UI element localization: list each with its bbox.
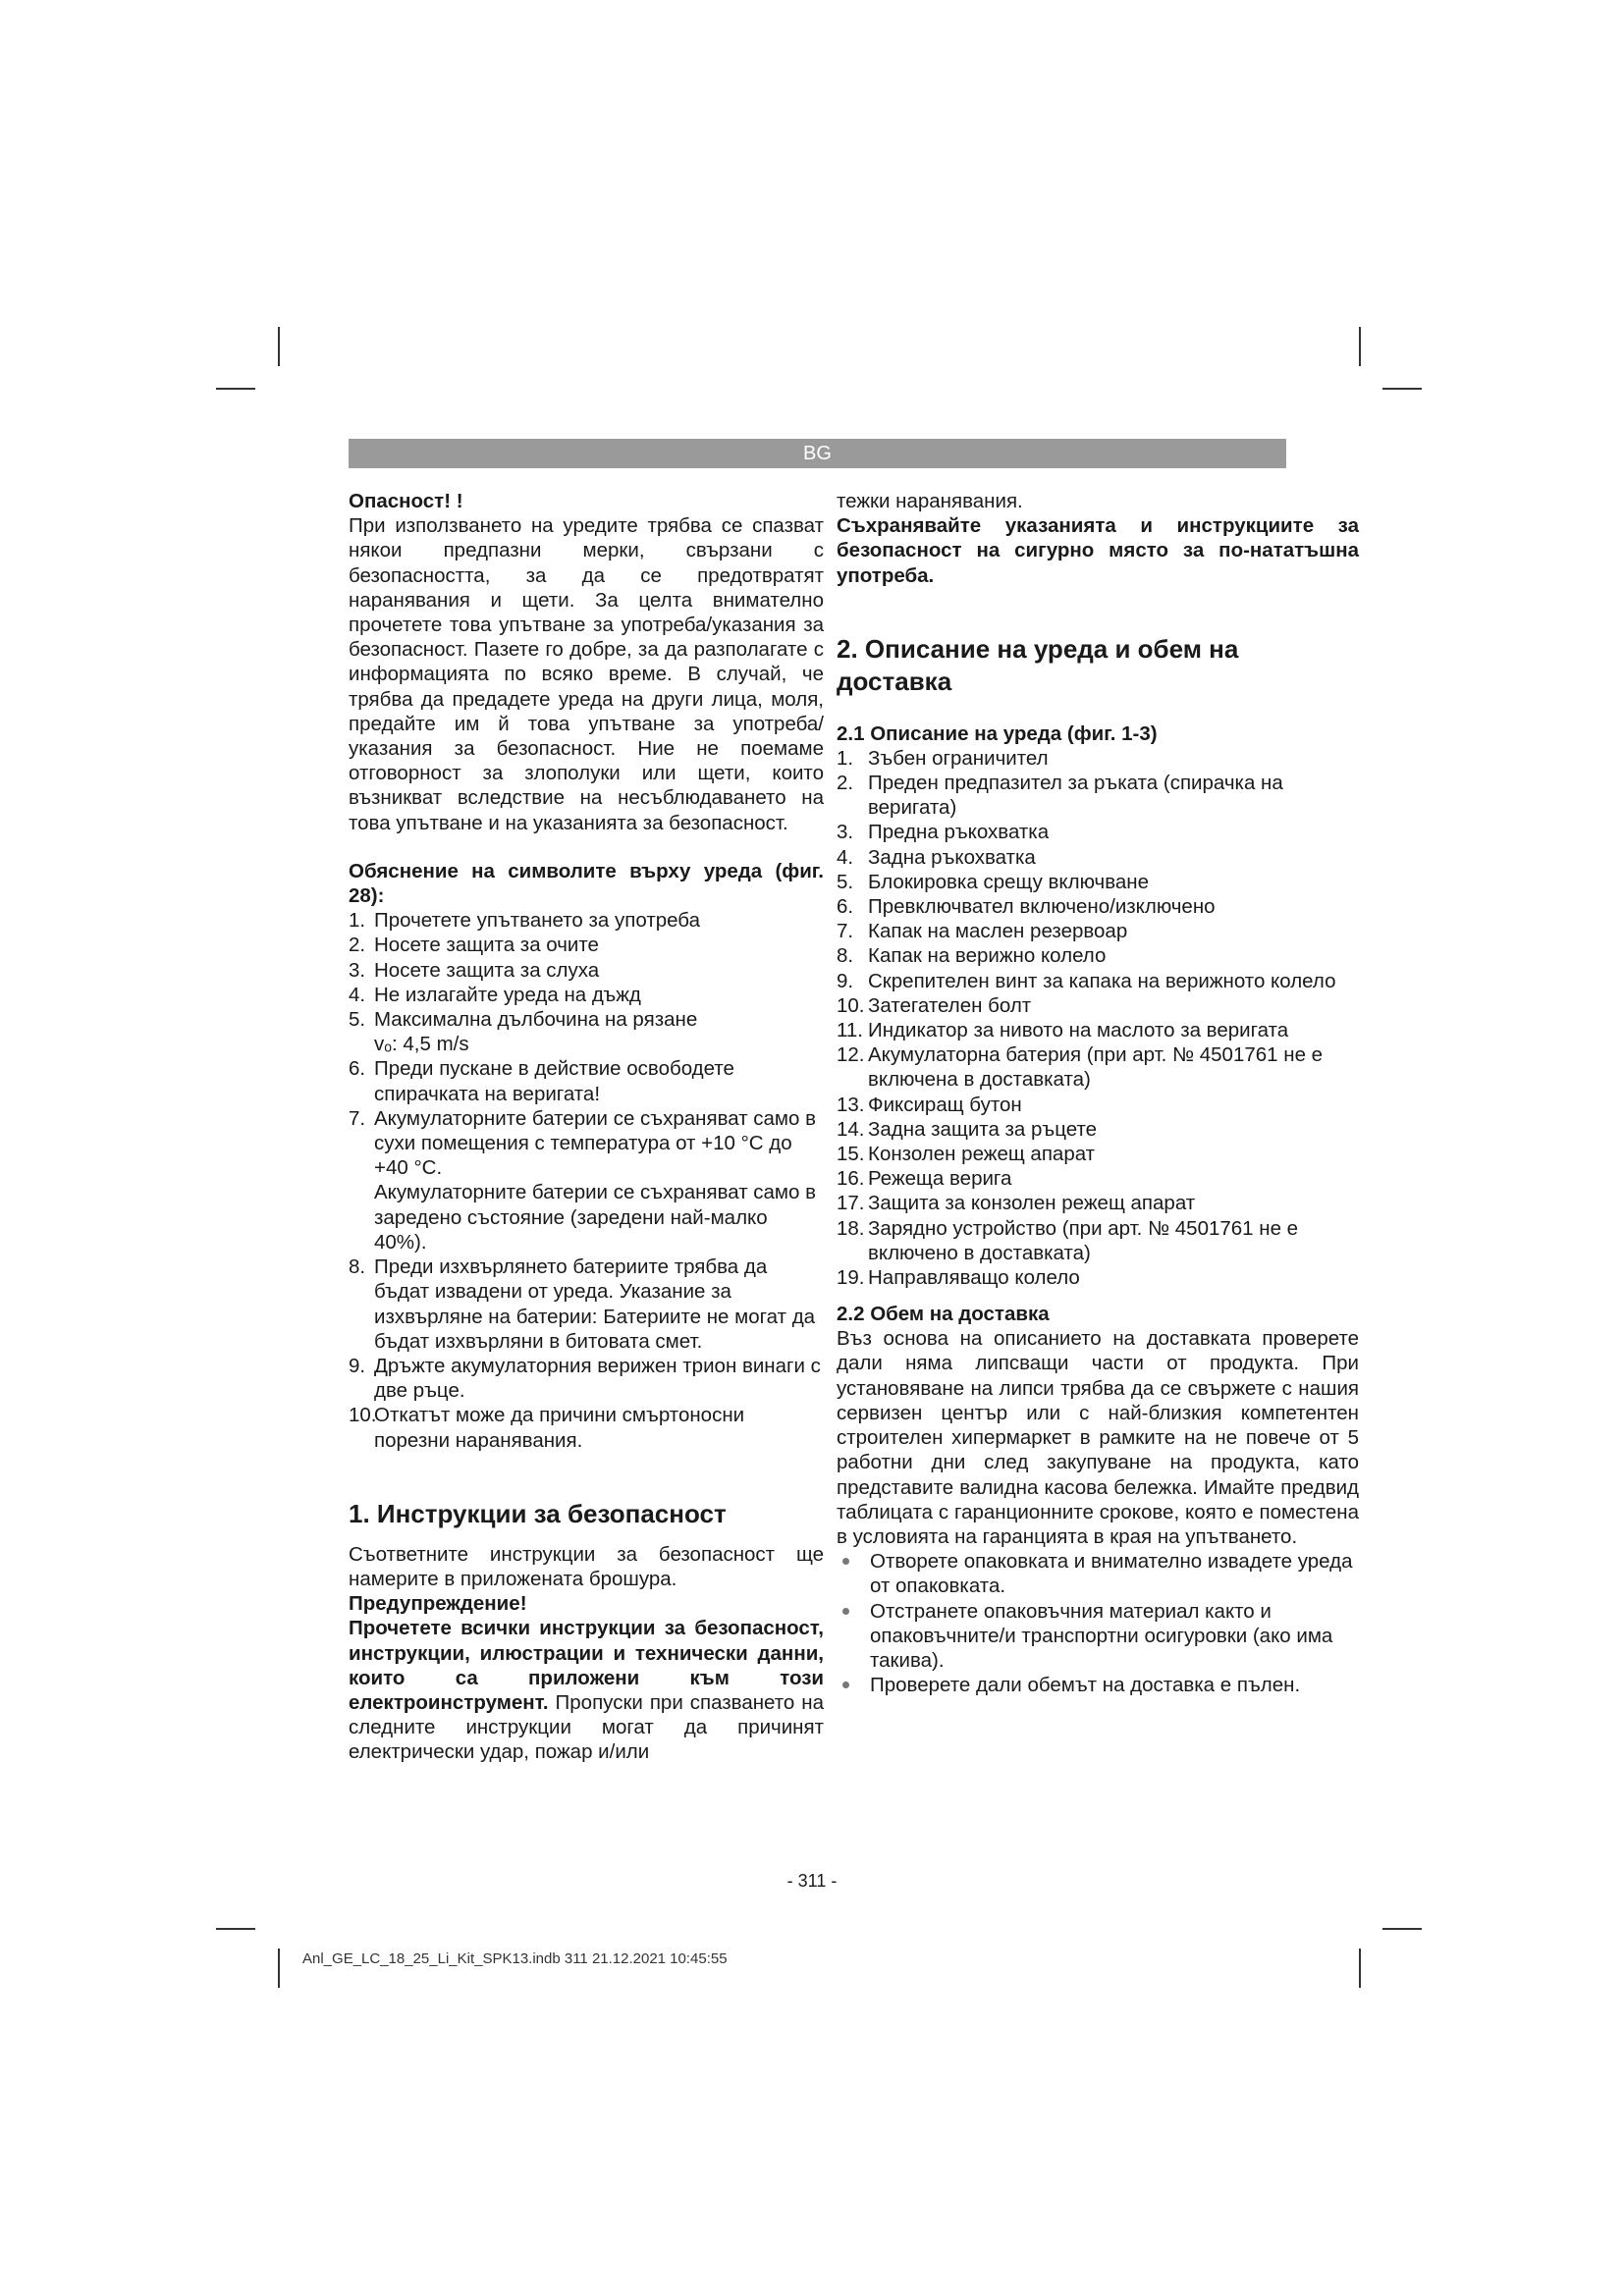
item-number: 2. [349,934,366,957]
item-extra: Акумулаторните батерии се съхраняват само в заредено състояние (заредени най-малко 40%). [374,1181,817,1254]
item-text: Зарядно устройство (при арт. № 4501761 не е включено в доставката) [868,1216,1299,1264]
item-number: 3. [349,958,366,982]
bullet-item: Отворете опаковката и внимателно извадете уреда от опаковката. [837,1549,1359,1598]
item-text: Затегателен болт [868,993,1032,1017]
list-item [837,746,1359,771]
list-item [349,1354,824,1403]
language-code: BG [803,443,832,464]
list-item [349,958,824,983]
item-text: Блокировка срещу включване [868,870,1149,893]
item-text: Направляващо колело [868,1266,1080,1290]
item-number: 7. [837,920,854,943]
crop-mark [278,327,280,366]
crop-mark [1382,388,1422,390]
scope-bullets [837,1549,1359,1697]
item-number: 12. [837,1043,865,1067]
language-header-bar [349,439,1286,468]
list-item [837,1216,1359,1265]
item-text: Преди пускане в действие освободете спирачката на веригата! [374,1057,734,1105]
item-number: 17. [837,1192,865,1215]
scope-text: Въз основа на описанието на доставката проверете дали няма липсващи части от продукта. При установяване на липси трябва да се свържете с нашия сервизен център или с най-близкия компетентен строителен хипермаркет в рамките на не повече от 5 работни дни след закупуване на продукта, като представите валидна касова бележка. Имайте предвид таблицата с гаранционните срокове, която е поместена в условията на гаранцията в края на упътването. [837,1327,1359,1548]
list-item [837,1042,1359,1092]
item-text: Преди изхвърлянето батериите трябва да бъдат извадени от уреда. Указание за изхвърляне на батерии: Батериите не могат да бъдат изхвърляни в битовата смет. [374,1255,816,1353]
item-text: Превключвател включено/изключено [868,895,1216,919]
list-item [837,894,1359,919]
description-title: 2.1 Описание на уреда (фиг. 1-3) [837,721,1158,745]
list-item [837,919,1359,943]
item-number: 18. [837,1216,865,1240]
item-text: Носете защита за очите [374,934,599,957]
list-item [349,1255,824,1354]
item-text: Не излагайте уреда на дъжд [374,983,641,1006]
item-number: 3. [837,821,854,844]
crop-mark [1382,1928,1422,1930]
crop-mark [278,1949,280,1988]
item-number: 16. [837,1167,865,1191]
list-item [349,983,824,1007]
list-item [349,1007,824,1056]
list-item [837,771,1359,820]
item-text: Максимална дълбочина на рязане [374,1008,698,1032]
item-text: Откатът може да причини смъртоносни порезни наранявания. [374,1404,745,1452]
section2-heading: 2. Описание на уреда и обем на доставка [837,633,1239,696]
list-item [837,1142,1359,1166]
item-number: 10. [349,1404,377,1427]
list-item [837,969,1359,993]
item-number: 2. [837,772,854,795]
list-item [837,870,1359,894]
item-number: 6. [349,1057,366,1081]
item-number: 5. [837,870,854,893]
safety-heading: 1. Инструкции за безопасност [349,1498,727,1528]
list-item [837,845,1359,870]
symbols-list [349,908,824,1452]
crop-mark [1359,327,1361,366]
symbols-title: Обяснение на символите върху уреда (фиг. 28): [349,859,824,908]
item-text: Капак на маслен резервоар [868,920,1128,943]
item-number: 13. [837,1093,865,1116]
list-item [349,933,824,957]
item-text: Прочетете упътването за употреба [374,909,700,933]
crop-mark [1359,1949,1361,1988]
item-text: Акумулаторна батерия (при арт. № 4501761 не е включена в доставката) [868,1043,1324,1092]
item-text: Индикатор за нивото на маслото за веригата [868,1019,1289,1042]
item-number: 4. [837,845,854,869]
item-number: 8. [837,944,854,968]
item-text: Носете защита за слуха [374,958,600,982]
keep-notice: Съхранявайте указанията и инструкциите за безопасност на сигурно място за по-нататъшна употреба. [837,514,1359,587]
item-number: 10. [837,993,865,1017]
item-number: 5. [349,1008,366,1032]
list-item [349,1106,824,1255]
list-item [837,1166,1359,1191]
crop-mark [216,1928,255,1930]
warning-paragraph [349,1616,824,1764]
left-column [349,489,824,1765]
list-item [837,1093,1359,1117]
item-number: 7. [349,1106,366,1130]
item-text: Фиксиращ бутон [868,1093,1022,1116]
print-imprint: Anl_GE_LC_18_25_Li_Kit_SPK13.indb 311 21.12.2021 10:45:55 [302,1950,728,1967]
danger-title: Опасност! ! [349,490,463,512]
item-number: 6. [837,895,854,919]
item-text: Конзолен режещ апарат [868,1143,1096,1166]
danger-text: При използването на уредите трябва се спазват някои предпазни мерки, свързани с безопасността, за да се предотвратят наранявания и щети. За целта внимателно прочетете това упътване за употреба/указания за безопасност. Пазете го добре, за да разполагате с информацията по всяко време. В случай, че трябва да предадете уреда на други лица, моля, предайте им й това упътване за употреба/указания за безопасност. Ние не поемаме отговорност за злополуки или щети, които възникват вследствие на несъблюдаването на това упътване и на указанията за безопасност. [349,514,824,834]
item-text: Режеща верига [868,1167,1012,1191]
right-column [837,489,1359,1697]
list-item [837,993,1359,1018]
item-text: Задна ръкохватка [868,845,1036,869]
item-text: Зъбен ограничител [868,746,1049,770]
item-number: 15. [837,1143,865,1166]
item-text: Предна ръкохватка [868,821,1050,844]
list-item [349,908,824,933]
item-number: 9. [837,969,854,992]
item-extra: vₒ: 4,5 m/s [374,1033,469,1056]
item-text: Задна защита за ръцете [868,1117,1098,1141]
item-number: 9. [349,1354,366,1377]
bullet-item: Отстранете опаковъчния материал както и опаковъчните/и транспортни осигуровки (ако има такива). [837,1599,1359,1674]
item-text: Преден предпазител за ръката (спирачка на веригата) [868,772,1283,820]
warning-rest-text: Пропуски при спазването на следните инструкции могат да причинят електрически удар, пожар и/или [349,1690,824,1764]
item-number: 8. [349,1255,366,1279]
parts-list [837,746,1359,1290]
list-item [837,1117,1359,1142]
item-number: 14. [837,1117,865,1141]
list-item [837,820,1359,844]
list-item [837,943,1359,968]
item-number: 19. [837,1266,865,1290]
item-text: Защита за конзолен режещ апарат [868,1192,1196,1215]
list-item [349,1403,824,1452]
item-text: Акумулаторните батерии се съхраняват само в сухи помещения с температура от +10 °C до +40 °C. [374,1106,817,1180]
list-item [837,1018,1359,1042]
warning-title: Предупреждение! [349,1592,527,1616]
page-number: - 311 - [786,1871,838,1891]
list-item [837,1191,1359,1215]
item-text: Капак на верижно колело [868,944,1107,968]
crop-mark [216,388,255,390]
item-number: 11. [837,1019,863,1042]
safety-intro: Съответните инструкции за безопасност ще намерите в приложената брошура. [349,1542,824,1590]
continuation-text: тежки наранявания. [837,490,1023,512]
list-item [349,1056,824,1105]
item-text: Дръжте акумулаторния верижен трион винаги с две ръце. [374,1354,821,1403]
item-text: Скрепителен винт за капака на верижното колело [868,969,1336,992]
item-number: 1. [837,746,854,770]
bullet-item: Проверете дали обемът на доставка е пълен. [837,1673,1359,1697]
scope-title: 2.2 Обем на доставка [837,1303,1050,1326]
warning-bold-text: Прочетете всички инструкции за безопасност, инструкции, илюстрации и технически данни, които са приложени към този електроинструмент. [349,1617,824,1714]
item-number: 1. [349,909,366,933]
list-item [837,1265,1359,1290]
item-number: 4. [349,983,366,1006]
